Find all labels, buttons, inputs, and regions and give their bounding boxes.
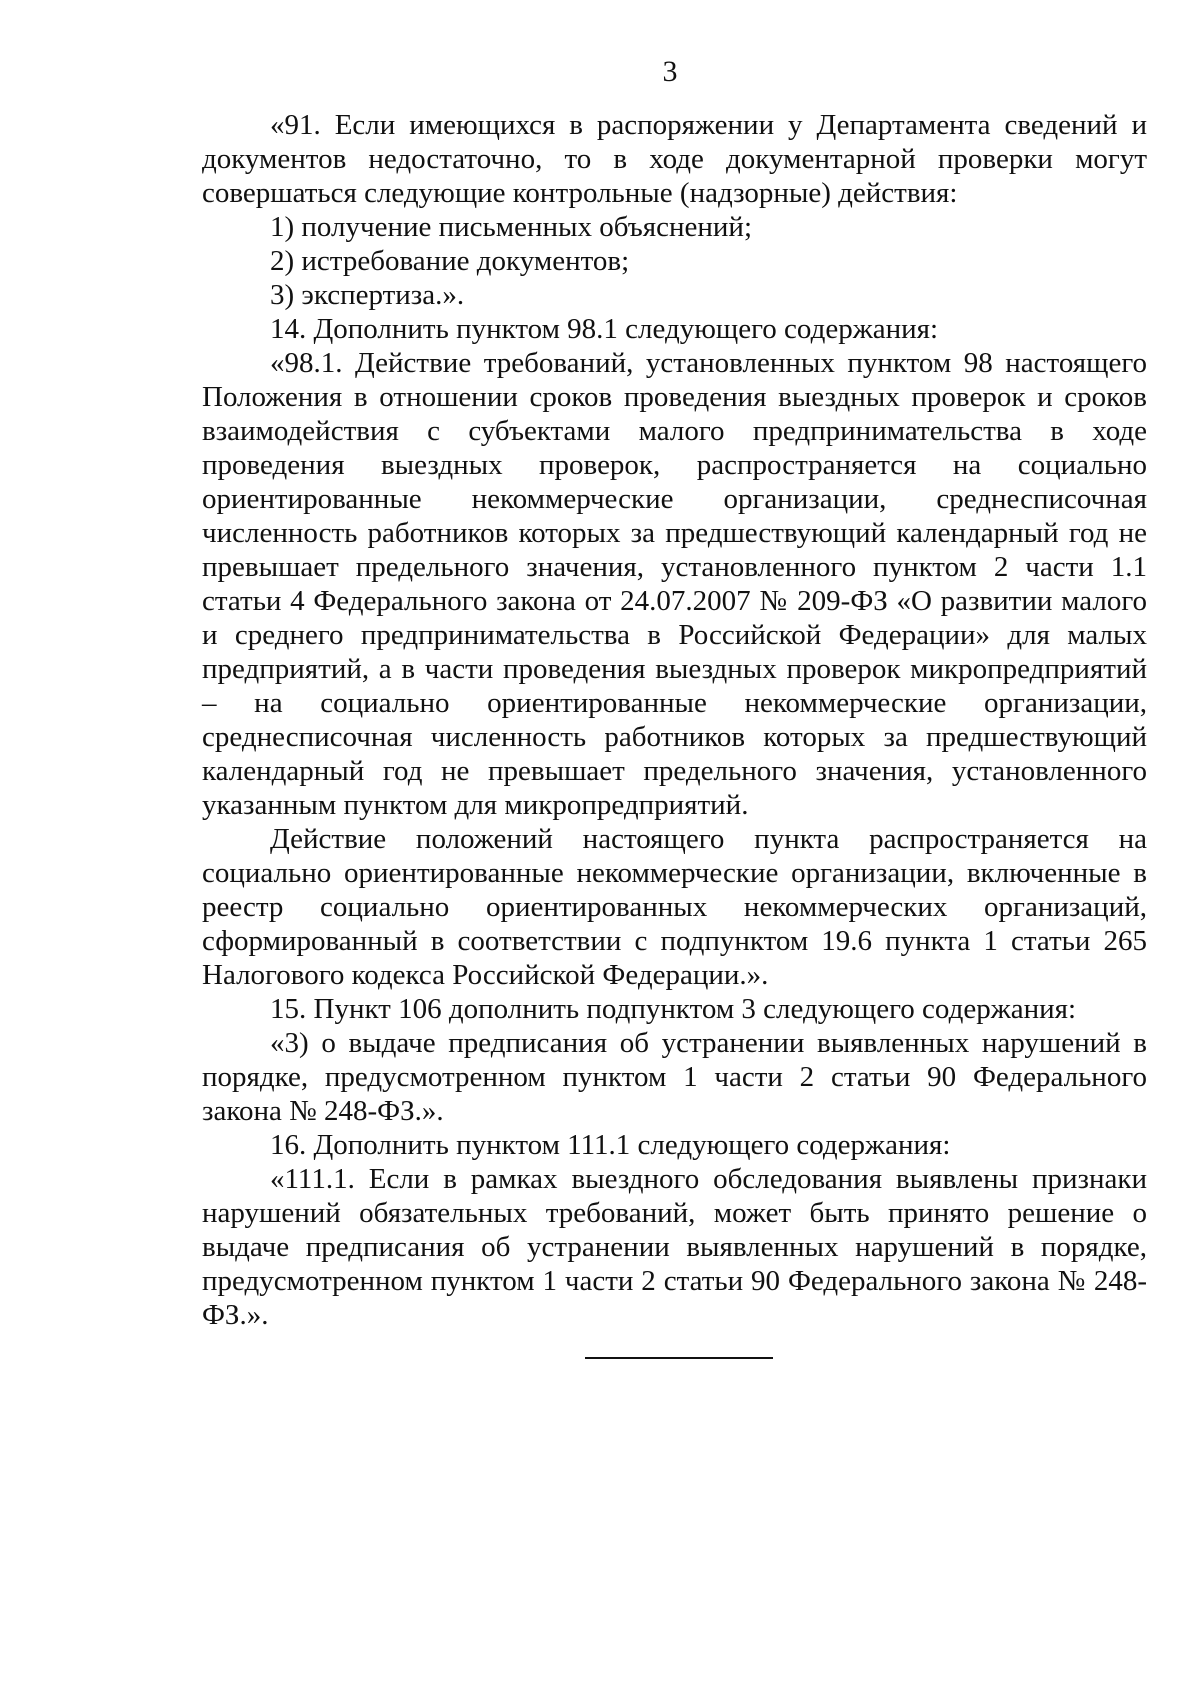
list-item-expertise: 3) экспертиза.». <box>270 279 465 311</box>
list-item-documents: 2) истребование документов; <box>270 245 630 277</box>
paragraph-111-1: «111.1. Если в рамках выездного обследования выявлены признаки нарушений обязательных требований, может быть принято решение о выдаче предписания об устранении выявленных нарушений в порядке, предусмотренном пунктом 1 части 2 статьи 90 Федерального закона № 248-ФЗ.». <box>202 1163 1147 1331</box>
paragraph-98-1-continuation: Действие положений настоящего пункта распространяется на социально ориентированные некоммерческие организации, включенные в реестр социально ориентированных некоммерческих организаций, сформированный в соответствии с подпунктом 19.6 пункта 1 статьи 265 Налогового кодекса Российской Федерации.». <box>202 823 1147 991</box>
amendment-14-heading: 14. Дополнить пунктом 98.1 следующего содержания: <box>270 313 939 345</box>
paragraph-98-1: «98.1. Действие требований, установленных пунктом 98 настоящего Положения в отношении сроков проведения выездных проверок и сроков взаимодействия с субъектами малого предпринимательства в ходе проведения выездных проверок, распространяется на социально ориентированные некоммерческие организации, среднесписочная численность работников которых за предшествующий календарный год не превышает предельного значения, установленного пунктом 2 части 1.1 статьи 4 Федерального закона от 24.07.2007 № 209-ФЗ «О развитии малого и среднего предпринимательства в Российской Федерации» для малых предприятий, а в части проведения выездных проверок микропредприятий – на социально ориентированные некоммерческие организации, среднесписочная численность работников которых за предшествующий календарный год не превышает предельного значения, установленного указанным пунктом для микропредприятий. <box>202 347 1147 821</box>
end-separator-line <box>585 1357 773 1359</box>
amendment-15-heading: 15. Пункт 106 дополнить подпунктом 3 следующего содержания: <box>270 993 1077 1025</box>
document-body <box>202 108 1147 1332</box>
amendment-16-heading: 16. Дополнить пунктом 111.1 следующего содержания: <box>270 1129 951 1161</box>
paragraph-91-intro: «91. Если имеющихся в распоряжении у Департамента сведений и документов недостаточно, то в ходе документарной проверки могут совершаться следующие контрольные (надзорные) действия: <box>202 109 1147 209</box>
list-item-explanations: 1) получение письменных объяснений; <box>270 211 753 243</box>
page-number: 3 <box>662 55 678 88</box>
subparagraph-3: «3) о выдаче предписания об устранении выявленных нарушений в порядке, предусмотренном пунктом 1 части 2 статьи 90 Федерального закона № 248-ФЗ.». <box>202 1027 1147 1127</box>
